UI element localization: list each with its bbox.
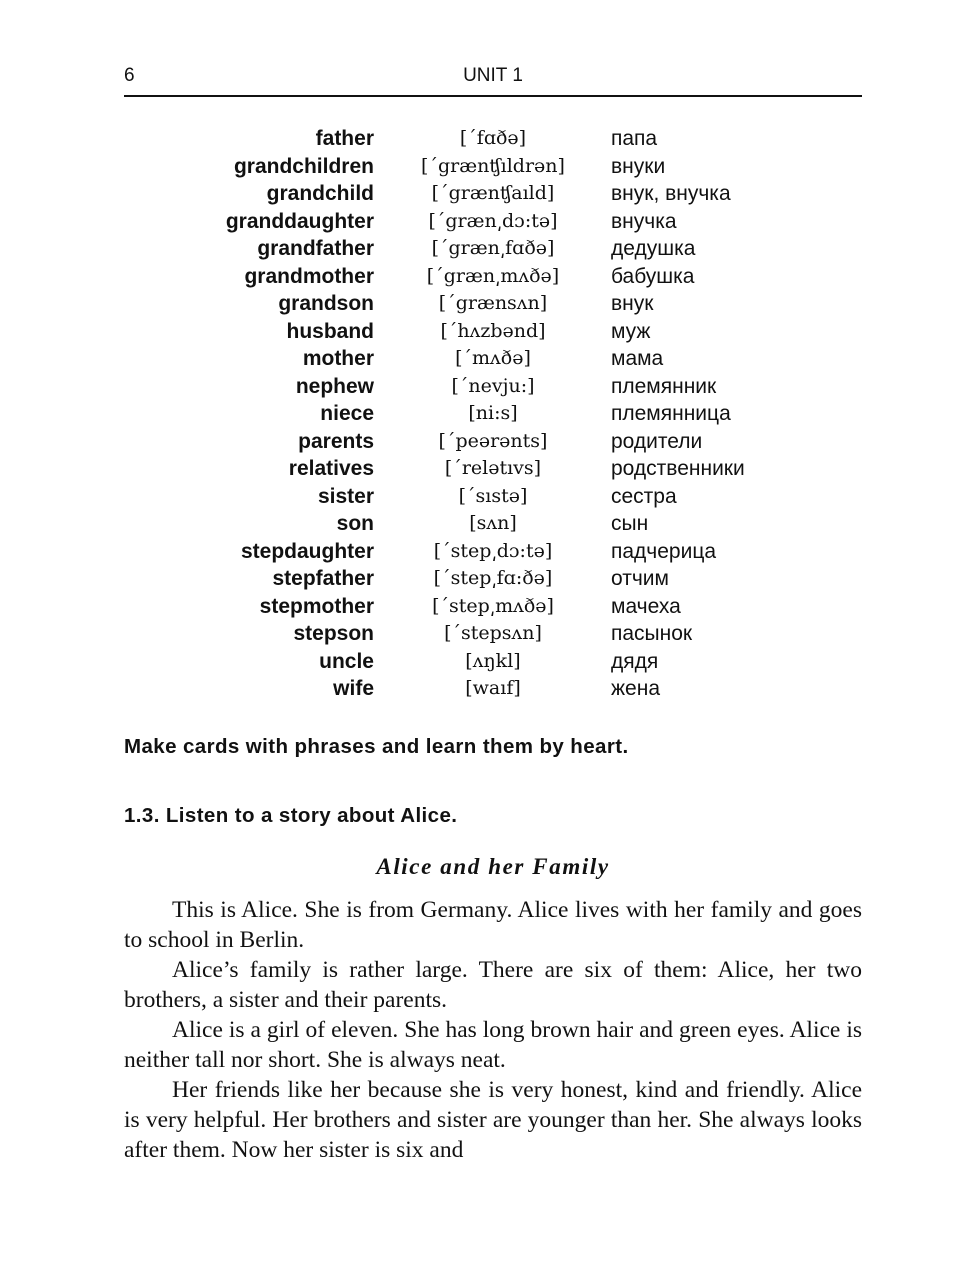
vocab-row — [124, 265, 862, 293]
vocab-translation: жена — [611, 677, 661, 700]
vocab-row — [124, 622, 862, 650]
vocab-transcription: [΄grænʧaıld] — [431, 182, 555, 204]
vocab-transcription: [waıf] — [465, 677, 521, 699]
vocab-word: mother — [302, 347, 374, 370]
vocab-transcription: [΄step͵fɑ:ðə] — [433, 567, 553, 589]
vocab-row — [124, 512, 862, 540]
vocab-transcription: [΄græn͵fɑðə] — [431, 237, 555, 259]
vocab-translation: внук, внучка — [611, 182, 731, 205]
vocab-translation: папа — [611, 127, 658, 150]
vocab-word: stepfather — [272, 567, 374, 590]
vocab-translation: дядя — [611, 649, 659, 673]
vocab-row — [124, 430, 862, 458]
vocab-translation: сын — [611, 512, 649, 535]
vocab-transcription: [΄grænsʌn] — [438, 292, 548, 314]
instruction-text: Make cards with phrases and learn them by heart. — [124, 735, 629, 758]
vocab-row — [124, 320, 862, 348]
vocab-translation: внуки — [611, 154, 666, 178]
vocab-transcription: [΄græn͵mʌðə] — [426, 264, 560, 287]
vocab-row — [124, 292, 862, 320]
vocab-row — [124, 182, 862, 210]
vocab-word: husband — [286, 319, 374, 343]
story-paragraph: This is Alice. She is from Germany. Alice lives with her family and goes to school in Berlin. — [124, 897, 862, 953]
vocab-row — [124, 155, 862, 183]
story-text — [124, 895, 862, 1165]
exercise-heading: 1.3. Listen to a story about Alice. — [124, 804, 458, 827]
vocab-translation: муж — [611, 319, 651, 343]
vocab-word: grandchild — [266, 182, 374, 205]
vocab-transcription: [ni:s] — [468, 402, 518, 424]
vocab-row — [124, 210, 862, 238]
vocab-word: grandmother — [244, 264, 374, 288]
vocab-row — [124, 650, 862, 678]
vocab-translation: пасынок — [611, 622, 693, 645]
vocab-word: wife — [333, 677, 374, 700]
vocab-row — [124, 677, 862, 705]
page-header — [124, 62, 862, 97]
vocab-word: granddaughter — [225, 209, 374, 233]
vocab-translation: племянница — [611, 402, 731, 425]
vocab-transcription: [΄mʌðə] — [455, 347, 531, 369]
vocab-translation: бабушка — [611, 264, 695, 288]
vocab-translation: мачеха — [611, 594, 681, 618]
vocab-row — [124, 457, 862, 485]
vocab-translation: племянник — [611, 374, 717, 398]
vocab-transcription: [΄peərənts] — [438, 429, 548, 452]
page-number: 6 — [124, 65, 135, 86]
vocab-transcription: [΄sıstə] — [458, 484, 528, 507]
vocab-transcription: [΄stepsʌn] — [444, 622, 542, 644]
vocab-word: nephew — [295, 374, 374, 398]
vocab-translation: мама — [611, 347, 664, 370]
vocab-translation: сестра — [611, 484, 677, 508]
vocab-transcription: [ʌŋkl] — [465, 649, 521, 672]
vocab-transcription: [΄hʌzbənd] — [440, 319, 546, 342]
story-title: Alice and her Family — [376, 854, 610, 879]
running-head: UNIT 1 — [463, 65, 523, 86]
vocab-row — [124, 540, 862, 568]
vocab-row — [124, 402, 862, 430]
vocab-transcription: [΄fɑðə] — [459, 127, 527, 149]
story-paragraph: Alice’s family is rather large. There are six of them: Alice, her two brothers, a sister and their parents. — [124, 957, 862, 1013]
story-paragraph: Her friends like her because she is very honest, kind and friendly. Alice is very helpful. Her brothers and sister are younger than her. She always looks after them. Now her sister is six and — [124, 1077, 862, 1163]
vocab-word: relatives — [288, 457, 374, 480]
vocab-word: stepdaughter — [240, 539, 374, 563]
vocab-row — [124, 595, 862, 623]
vocab-word: grandson — [278, 292, 374, 315]
vocab-word: father — [315, 127, 374, 150]
vocabulary-list — [124, 127, 862, 705]
vocab-translation: падчерица — [611, 539, 717, 563]
vocab-translation: родители — [611, 429, 703, 453]
vocab-word: sister — [317, 484, 374, 508]
vocab-row — [124, 485, 862, 513]
vocab-word: son — [336, 512, 374, 535]
vocab-transcription: [΄græn͵dɔ:tə] — [428, 209, 558, 232]
vocab-translation: отчим — [611, 567, 669, 590]
vocab-row — [124, 347, 862, 375]
vocab-word: niece — [320, 402, 374, 425]
vocab-translation: внук — [611, 292, 654, 315]
vocab-word: stepson — [293, 622, 374, 645]
vocab-transcription: [sʌn] — [469, 512, 517, 534]
vocab-row — [124, 375, 862, 403]
vocab-transcription: [΄step͵dɔ:tə] — [433, 539, 553, 562]
vocab-word: grandchildren — [233, 154, 374, 178]
vocab-transcription: [΄step͵mʌðə] — [432, 594, 554, 617]
vocab-word: parents — [298, 429, 374, 453]
vocab-transcription: [΄relətıvs] — [444, 457, 542, 479]
story-paragraph: Alice is a girl of eleven. She has long brown hair and green eyes. Alice is neither tall nor short. She is always neat. — [124, 1017, 862, 1073]
vocab-translation: дедушка — [611, 237, 696, 260]
vocab-word: stepmother — [259, 594, 374, 618]
vocab-row — [124, 237, 862, 265]
vocab-row — [124, 127, 862, 155]
vocab-word: uncle — [319, 649, 374, 673]
vocab-word: grandfather — [257, 237, 374, 260]
vocab-translation: внучка — [611, 209, 677, 233]
vocab-transcription: [΄nevju:] — [451, 374, 535, 397]
vocab-transcription: [΄grænʧıldrən] — [421, 154, 565, 177]
vocab-row — [124, 567, 862, 595]
vocab-translation: родственники — [611, 457, 745, 480]
